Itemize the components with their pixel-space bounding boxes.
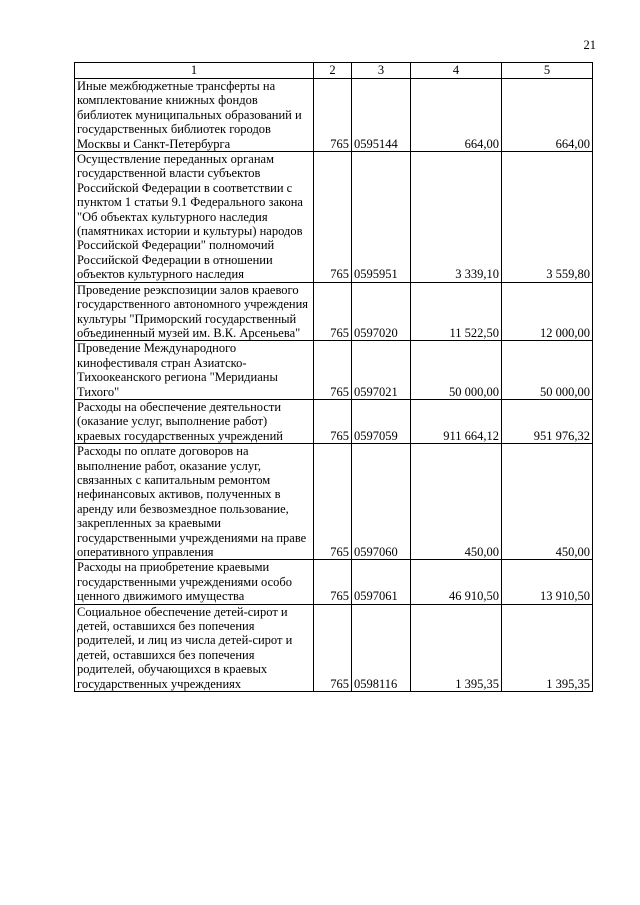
row-code: 0597020 <box>352 282 411 341</box>
table-row <box>75 152 593 283</box>
row-amount-1: 450,00 <box>411 444 502 560</box>
table-row <box>75 444 593 560</box>
row-amount-1: 911 664,12 <box>411 399 502 443</box>
row-code: 0597061 <box>352 560 411 604</box>
row-amount-1: 3 339,10 <box>411 152 502 283</box>
row-code: 0597059 <box>352 399 411 443</box>
table-row <box>75 560 593 604</box>
row-vedomstvo: 765 <box>314 282 352 341</box>
row-amount-2: 12 000,00 <box>502 282 593 341</box>
row-vedomstvo: 765 <box>314 79 352 152</box>
col-header-3: 3 <box>352 63 411 79</box>
row-amount-1: 46 910,50 <box>411 560 502 604</box>
table-row <box>75 79 593 152</box>
row-description: Проведение реэкспозиции залов краевого государственного автономного учреждения культуры "Приморский государственный объединенный музей им. В.К. Арсеньева" <box>75 282 314 341</box>
row-description: Проведение Международного кинофестиваля стран Азиатско-Тихоокеанского региона "Меридианы Тихого" <box>75 341 314 400</box>
table-row <box>75 341 593 400</box>
row-amount-2: 13 910,50 <box>502 560 593 604</box>
row-description: Осуществление переданных органам государственной власти субъектов Российской Федерации в соответствии с пунктом 1 статьи 9.1 Федерального закона "Об объектах культурного наследия (памятниках истории и культуры) народов Российской Федерации" полномочий Российской Федерации в отношении объектов культурного наследия <box>75 152 314 283</box>
row-description: Расходы по оплате договоров на выполнение работ, оказание услуг, связанных с капитальным ремонтом нефинансовых активов, полученных в аренду или безвозмездное пользование, закрепленных за краевыми государственными учреждениями на праве оперативного управления <box>75 444 314 560</box>
row-vedomstvo: 765 <box>314 341 352 400</box>
col-header-5: 5 <box>502 63 593 79</box>
row-vedomstvo: 765 <box>314 444 352 560</box>
table-row <box>75 282 593 341</box>
row-amount-2: 3 559,80 <box>502 152 593 283</box>
row-amount-2: 1 395,35 <box>502 604 593 691</box>
header-row <box>75 63 593 79</box>
row-amount-2: 664,00 <box>502 79 593 152</box>
row-amount-1: 11 522,50 <box>411 282 502 341</box>
row-description: Расходы на приобретение краевыми государственными учреждениями особо ценного движимого имущества <box>75 560 314 604</box>
row-vedomstvo: 765 <box>314 399 352 443</box>
table-row <box>75 604 593 691</box>
col-header-1: 1 <box>75 63 314 79</box>
row-amount-2: 951 976,32 <box>502 399 593 443</box>
budget-table <box>74 62 593 692</box>
row-description: Расходы на обеспечение деятельности (оказание услуг, выполнение работ) краевых государственных учреждений <box>75 399 314 443</box>
row-amount-1: 1 395,35 <box>411 604 502 691</box>
page-number: 21 <box>583 38 596 52</box>
row-amount-1: 664,00 <box>411 79 502 152</box>
row-vedomstvo: 765 <box>314 604 352 691</box>
row-vedomstvo: 765 <box>314 560 352 604</box>
row-description: Социальное обеспечение детей-сирот и детей, оставшихся без попечения родителей, и лиц из числа детей-сирот и детей, оставшихся без попечения родителей, обучающихся в краевых государственных учреждениях <box>75 604 314 691</box>
col-header-2: 2 <box>314 63 352 79</box>
row-amount-2: 450,00 <box>502 444 593 560</box>
row-code: 0595144 <box>352 79 411 152</box>
row-amount-2: 50 000,00 <box>502 341 593 400</box>
row-vedomstvo: 765 <box>314 152 352 283</box>
row-amount-1: 50 000,00 <box>411 341 502 400</box>
row-description: Иные межбюджетные трансферты на комплектование книжных фондов библиотек муниципальных образований и государственных библиотек городов Москвы и Санкт-Петербурга <box>75 79 314 152</box>
row-code: 0598116 <box>352 604 411 691</box>
col-header-4: 4 <box>411 63 502 79</box>
row-code: 0597060 <box>352 444 411 560</box>
row-code: 0595951 <box>352 152 411 283</box>
table-row <box>75 399 593 443</box>
row-code: 0597021 <box>352 341 411 400</box>
